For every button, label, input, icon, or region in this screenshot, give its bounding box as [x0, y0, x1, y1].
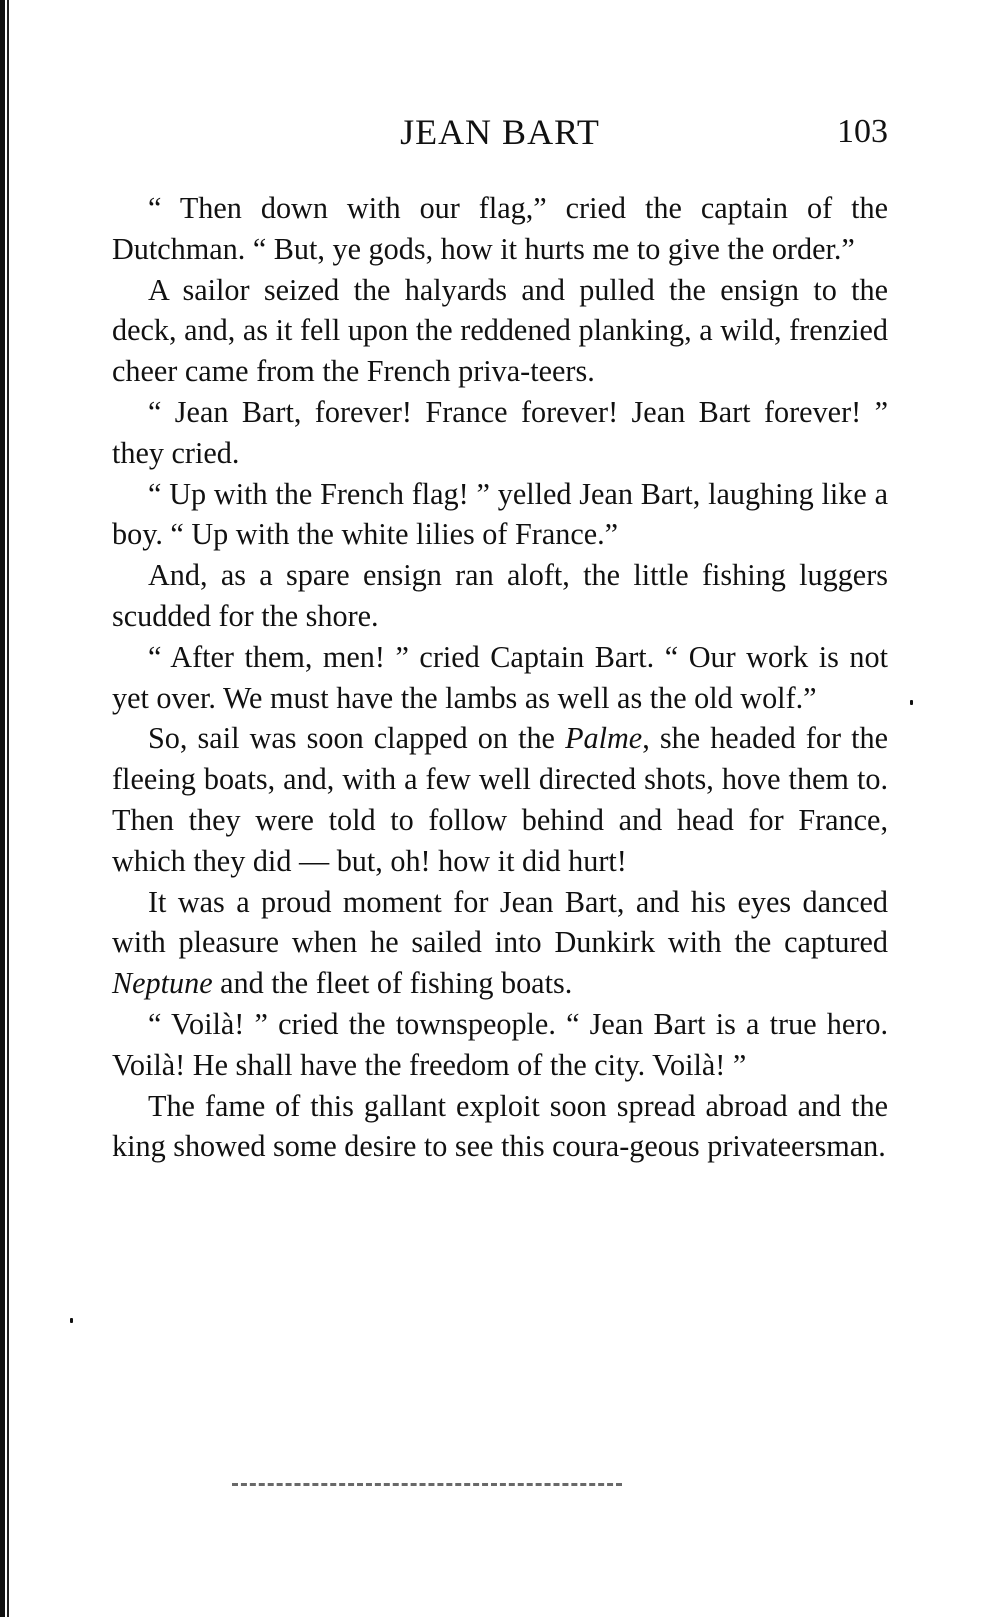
paragraph-8-text-end: and the fleet of fishing boats. — [212, 966, 573, 1001]
paragraph-6: “ After them, men! ” cried Captain Bart. “ Our work is not yet over. We must have the lambs as well as the old wolf.” — [112, 639, 888, 715]
paragraph-7 — [112, 718, 888, 881]
paragraph-3: “ Jean Bart, forever! France forever! Jean Bart forever! ” they cried. — [112, 394, 888, 470]
paragraph-2: A sailor seized the halyards and pulled the ensign to the deck, and, as it fell upon the reddened planking, a wild, frenzied cheer came from the French priva-teers. — [112, 272, 888, 389]
paragraph-8-text-start: It was a proud moment for Jean Bart, and his eyes danced with pleasure when he sailed into Dunkirk with the captured — [112, 884, 888, 960]
body-text — [112, 188, 888, 1167]
running-title: JEAN BART — [400, 112, 600, 152]
paragraph-7-text-end: , she headed for the fleeing boats, and, with a few well directed shots, hove them to. Then they were told to follow behind and head for France, which they did — but, oh! how it did hurt! — [112, 721, 888, 878]
running-header — [112, 108, 888, 156]
paragraph-4: “ Up with the French flag! ” yelled Jean Bart, laughing like a boy. “ Up with the white lilies of France.” — [112, 476, 888, 552]
paragraph-1: “ Then down with our flag,” cried the captain of the Dutchman. “ But, ye gods, how it hurts me to give the order.” — [112, 191, 888, 266]
stray-print-mark-right — [910, 700, 913, 705]
bleed-through-trace — [232, 1483, 622, 1490]
paragraph-5: And, as a spare ensign ran aloft, the little fishing luggers scudded for the shore. — [112, 558, 888, 633]
ship-name-neptune: Neptune — [112, 966, 213, 1001]
paragraph-10: The fame of this gallant exploit soon spread abroad and the king showed some desire to see this coura-geous privateersman. — [112, 1088, 888, 1164]
book-page — [112, 108, 888, 1167]
stray-print-mark-left — [70, 1318, 73, 1323]
paragraph-8 — [112, 882, 888, 1004]
page-number: 103 — [837, 113, 888, 150]
page-binding-edge — [0, 0, 14, 1617]
ship-name-palme: Palme — [565, 721, 643, 756]
paragraph-9: “ Voilà! ” cried the townspeople. “ Jean Bart is a true hero. Voilà! He shall have the freedom of the city. Voilà! ” — [112, 1006, 888, 1082]
paragraph-7-text-start: So, sail was soon clapped on the — [148, 721, 566, 756]
